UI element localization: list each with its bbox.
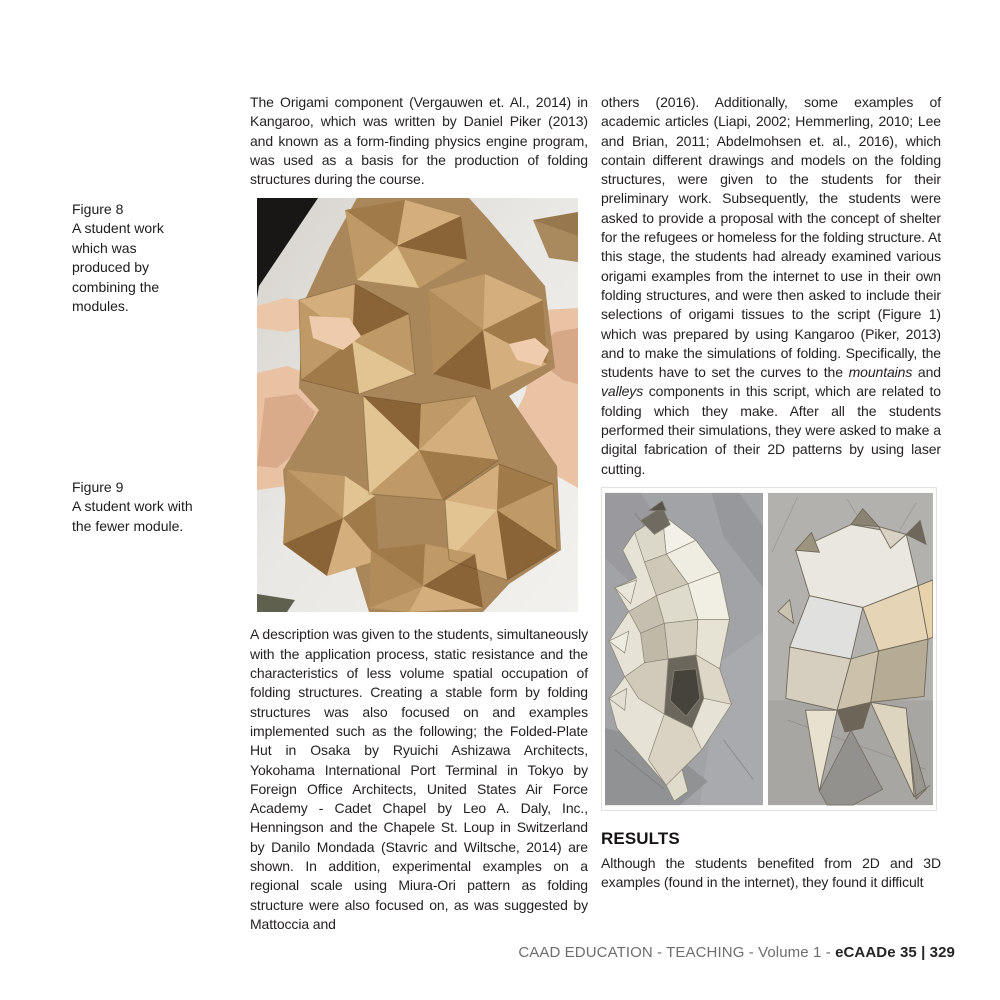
figure9-caption-label: Figure 9	[72, 479, 124, 495]
figure9-right-image	[768, 491, 933, 807]
figure8-photo	[257, 198, 578, 612]
footer-page-marker: eCAADe 35 | 329	[835, 944, 955, 961]
figure8-origami-image	[257, 198, 578, 612]
figure9-photo	[601, 487, 937, 811]
middle-paragraph-1: The Origami component (Vergauwen et. Al., 2014) in Kangaroo, which was written by Daniel Piker (2013) and known as a form-finding physics engine program, was used as a basis for the production of folding structures during the course.	[250, 94, 588, 188]
middle-paragraph-2: A description was given to the students, simultaneously with the application process, static resistance and the characteristics of less volume spatial occupation of folding structures. Creating a stable form by folding structures was also focused on and examples implemented such as the following; the Folded-Plate Hut in Osaka by Ryuichi Ashizawa Architects, Yokohama International Port Terminal in Tokyo by Foreign Office Architects, United States Air Force Academy - Cadet Chapel by Leo A. Daly, Inc., Henningson and the Chapele St. Loup in Switzerland by Danilo Mondada (Stavric and Wiltsche, 2014) are shown. In addition, experimental examples on a regional scale using Miura-Ori pattern as folding structure were also focused on, as was suggested by Mattoccia and	[250, 626, 588, 932]
figure8-caption	[72, 200, 194, 316]
right-paragraph-1: others (2016). Additionally, some examples of academic articles (Liapi, 2002; Hemmerling, 2010; Lee and Brian, 2011; Abdelmohsen et. al., 2016), which contain different drawings and models on the folding structures, were given to the students for their preliminary work. Subsequently, the students were asked to provide a proposal with the concept of shelter for the refugees or homeless for the folding structure. At this stage, the students had already examined various origami examples from the internet to use in their own folding structures, and were then asked to include their selections of origami tissues to the script (Figure 1) which was prepared by using Kangaroo (Piker, 2013) and to make the simulations of folding. Specifically, the students have to set the curves to the mountains and valleys components in this script, which are related to folding which they make. After all the students performed their simulations, they were asked to make a digital fabrication of their 2D patterns by using laser cutting.	[601, 94, 941, 477]
results-paragraph: Although the students benefited from 2D and 3D examples (found in the internet), they found it difficult	[601, 854, 941, 891]
figure8-caption-label: Figure 8	[72, 201, 124, 217]
page-footer	[518, 944, 955, 961]
footer-series-text: CAAD EDUCATION - TEACHING - Volume 1 -	[518, 944, 836, 961]
figure8-caption-text: A student work which was produced by combining the modules.	[72, 220, 164, 315]
figure9-caption-text: A student work with the fewer module.	[72, 498, 193, 534]
results-heading: RESULTS	[601, 828, 680, 848]
right-column	[601, 93, 941, 893]
middle-column	[250, 93, 588, 934]
figure9-left-image	[605, 491, 763, 807]
figure9-caption	[72, 478, 214, 536]
